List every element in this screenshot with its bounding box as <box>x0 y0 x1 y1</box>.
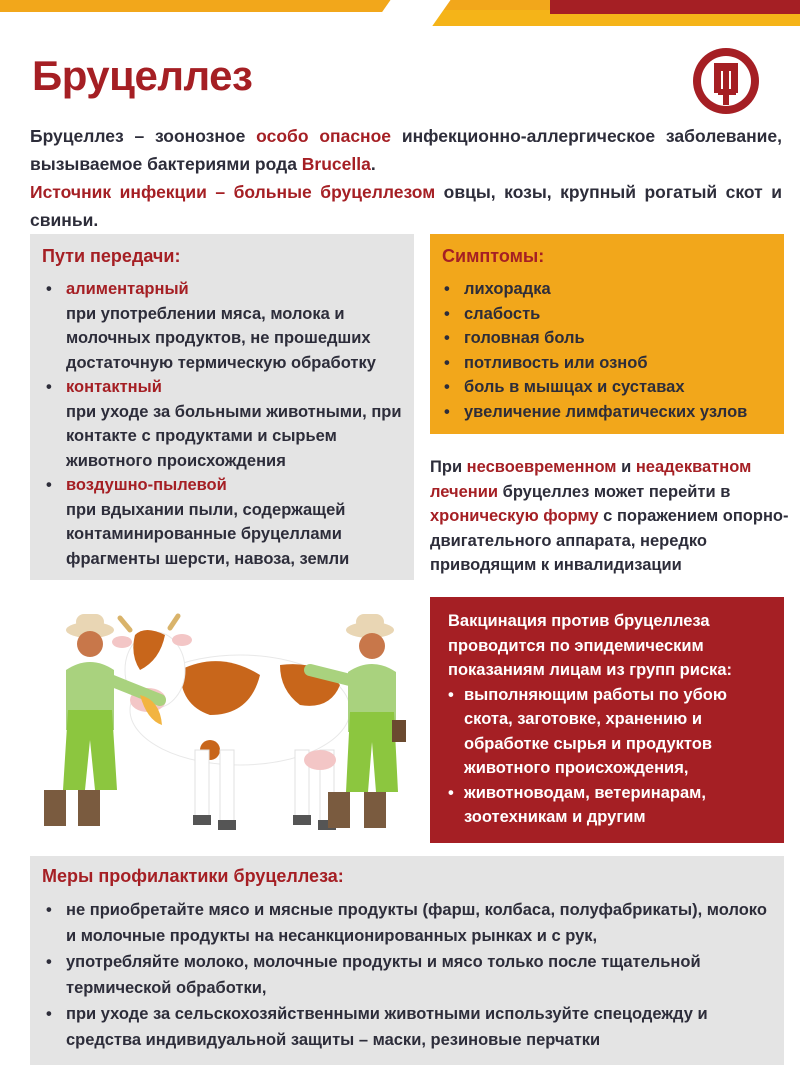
list-item: • слабость <box>442 302 772 327</box>
red-stripe <box>550 0 800 14</box>
transmission-title: Пути передачи: <box>42 246 181 266</box>
prevention-title: Меры профилактики бруцеллеза: <box>42 866 344 886</box>
list-item: • алиментарный при употреблении мяса, молока и молочных продуктов, не прошедших достаточную термическую обработку <box>42 277 404 375</box>
chronic-warning-text: При несвоевременном и неадекватном лечении бруцеллез может перейти в хроническую форму с поражением опорно-двигательного аппарата, нередко приводящим к инвалидизации <box>430 458 789 574</box>
list-item: • головная боль <box>442 326 772 351</box>
farmers-with-cow-illustration <box>30 600 422 850</box>
symptoms-panel <box>430 234 784 434</box>
list-item: • контактный при уходе за больными животными, при контакте с продуктами и сырьем животного происхождения <box>42 375 404 473</box>
list-item: • при уходе за сельскохозяйственными животными используйте спецодежду и средства индивидуальной защиты – маски, резиновые перчатки <box>42 1001 772 1053</box>
vaccination-intro: Вакцинация против бруцеллеза проводится по эпидемическим показаниям лицам из групп риска: <box>448 612 732 679</box>
list-item: • животноводам, ветеринарам, зоотехникам и другим <box>448 781 772 830</box>
symptoms-title: Симптомы: <box>442 246 545 266</box>
header-decoration <box>0 0 800 30</box>
list-item: • выполняющим работы по убою скота, заготовке, хранению и обработке сырья и продуктов животного происхождения, <box>448 683 772 781</box>
intro-text: Бруцеллез – зоонозное особо опасное инфекционно-аллергическое заболевание, вызываемое бактериями рода Brucella. Источник инфекции – больные бруцеллезом овцы, козы, крупный рогатый скот и свиньи. <box>30 126 782 230</box>
transmission-panel <box>30 234 414 580</box>
rospotrebnadzor-logo-icon <box>690 45 762 117</box>
list-item: • увеличение лимфатических узлов <box>442 400 772 425</box>
list-item: • употребляйте молоко, молочные продукты и мясо только после тщательной термической обработки, <box>42 949 772 1001</box>
prevention-panel <box>30 856 784 1065</box>
list-item: • воздушно-пылевой при вдыхании пыли, содержащей контаминированные бруцеллами фрагменты шерсти, навоза, земли <box>42 473 404 571</box>
list-item: • лихорадка <box>442 277 772 302</box>
list-item: • потливость или озноб <box>442 351 772 376</box>
page-title: Бруцеллез <box>32 52 253 99</box>
list-item: • боль в мышцах и суставах <box>442 375 772 400</box>
vaccination-panel <box>430 597 784 843</box>
list-item: • не приобретайте мясо и мясные продукты (фарш, колбаса, полуфабрикаты), молоко и молочные продукты на несанкционированных рынках и с рук, <box>42 897 772 949</box>
